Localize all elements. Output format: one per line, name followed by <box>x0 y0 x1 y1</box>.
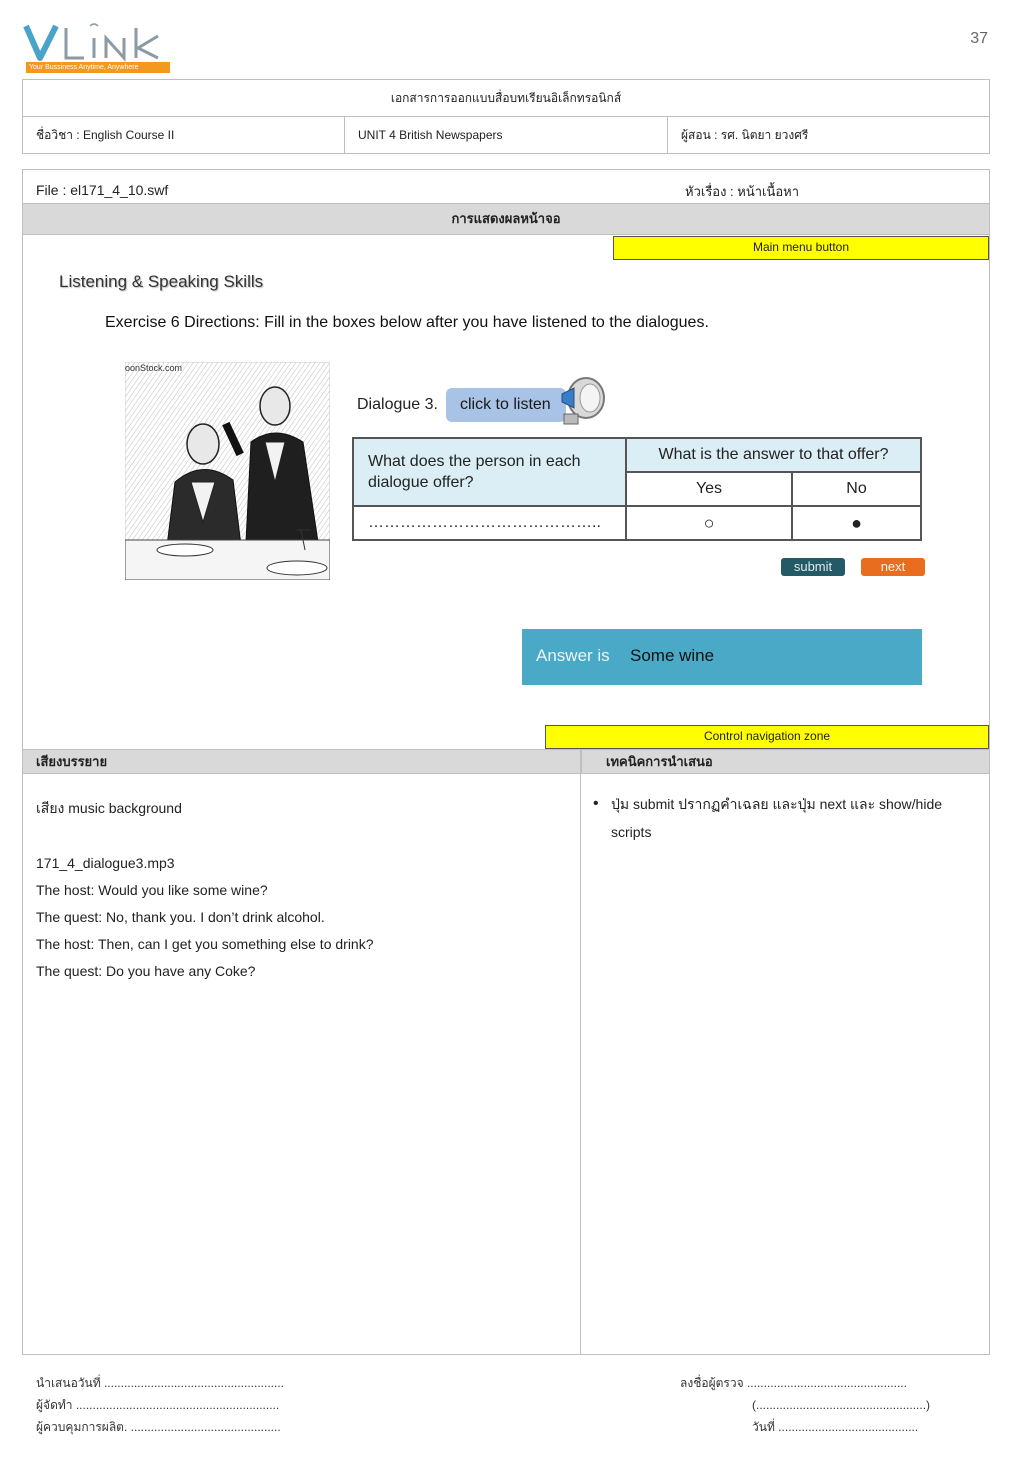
answer-blank[interactable]: …………………………………….. <box>353 506 626 540</box>
technique-item: ปุ่ม submit ปรากฏคำเฉลย และปุ่ม next และ show/hide scripts <box>611 796 943 840</box>
document-title: เอกสารการออกแบบสื่อบทเรียนอิเล็กทรอนิกส์ <box>23 80 990 117</box>
logo-tagline: Your Bussiness Anytime, Anywhere <box>26 62 170 73</box>
footer-right <box>680 1372 930 1438</box>
course-name: ชื่อวิชา : English Course II <box>23 117 345 154</box>
footer-left <box>36 1372 284 1438</box>
no-radio[interactable]: ● <box>792 506 921 540</box>
narration-line: The quest: No, thank you. I don’t drink alcohol. <box>36 909 325 925</box>
reviewer-signature-line: ลงชื่อผู้ตรวจ ................................................ <box>680 1376 907 1390</box>
file-row <box>23 170 989 203</box>
display-section-heading: การแสดงผลหน้าจอ <box>23 203 989 235</box>
topic-label: หัวเรื่อง : หน้าเนื้อหา <box>685 184 800 199</box>
no-header: No <box>792 472 921 506</box>
presented-date: นำเสนอวันที่ ...................................................... <box>36 1376 284 1390</box>
narration-heading: เสียงบรรยาย <box>23 749 580 774</box>
cartoon-watermark: oonStock.com <box>125 363 183 373</box>
production-controller-line: ผู้ควบคุมการผลิต. ............................................. <box>36 1420 281 1434</box>
answer-header: What is the answer to that offer? <box>626 438 921 472</box>
vlink-logo-mark <box>22 20 174 64</box>
narration-script <box>36 795 374 985</box>
control-navigation-tag: Control navigation zone <box>545 725 989 749</box>
narration-line: เสียง music background <box>36 800 182 816</box>
answer-box <box>522 629 922 685</box>
dinner-cartoon-image <box>125 362 330 580</box>
reviewer-name-line: (...................................................) <box>752 1398 931 1412</box>
yes-radio[interactable]: ○ <box>626 506 792 540</box>
click-to-listen-button[interactable]: click to listen <box>446 388 566 422</box>
narration-line: The host: Then, can I get you something else to drink? <box>36 936 374 952</box>
narration-line: The quest: Do you have any Coke? <box>36 963 256 979</box>
speaker-icon[interactable] <box>556 374 608 428</box>
file-name: File : el171_4_10.swf <box>36 182 169 198</box>
yes-header: Yes <box>626 472 792 506</box>
answer-table <box>352 437 922 541</box>
submit-button[interactable]: submit <box>781 558 845 576</box>
review-date-line: วันที่ .......................................... <box>752 1420 919 1434</box>
bullet-icon: • <box>593 795 599 812</box>
narration-line: 171_4_dialogue3.mp3 <box>36 855 175 871</box>
main-menu-tag: Main menu button <box>613 236 989 260</box>
skills-title: Listening & Speaking Skills <box>59 272 264 291</box>
instructor-name: ผู้สอน : รศ. นิตยา ยวงศรี <box>668 117 990 154</box>
answer-value: Some wine <box>630 646 715 665</box>
column-divider <box>580 749 581 1354</box>
technique-heading: เทคนิคการนำเสนอ <box>581 749 989 774</box>
technique-list <box>593 790 973 846</box>
dialogue-label: Dialogue 3. <box>357 396 438 413</box>
vlink-logo <box>22 20 174 76</box>
narration-line: The host: Would you like some wine? <box>36 882 268 898</box>
creator-line: ผู้จัดทำ ............................................................. <box>36 1398 280 1412</box>
course-info-table <box>22 79 990 154</box>
next-button[interactable]: next <box>861 558 925 576</box>
answer-label: Answer is <box>536 646 610 665</box>
page-number: 37 <box>970 30 988 47</box>
unit-name: UNIT 4 British Newspapers <box>345 117 668 154</box>
exercise-directions: Exercise 6 Directions: Fill in the boxes below after you have listened to the dialogues. <box>105 314 709 331</box>
question-header: What does the person in each dialogue offer? <box>353 438 626 506</box>
